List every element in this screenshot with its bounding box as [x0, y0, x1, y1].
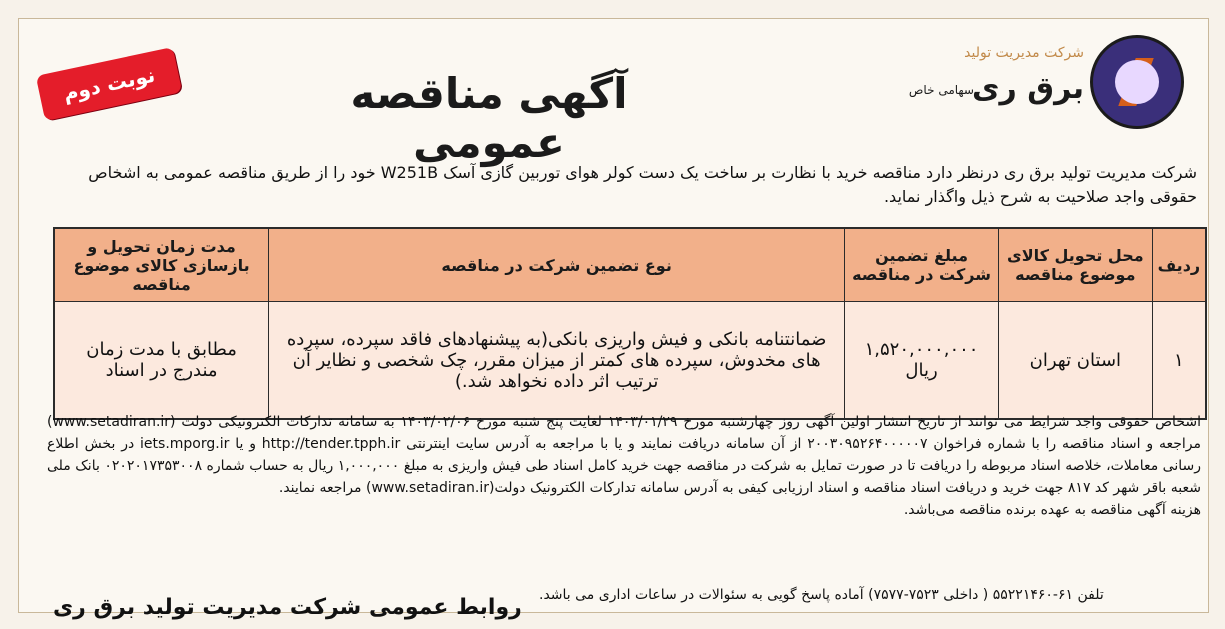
header-location: محل تحویل کالای موضوع مناقصه [998, 228, 1152, 302]
cell-guarantee-type: ضمانتنامه بانکی و فیش واریزی بانکی(به پیشنهادهای فاقد سپرده، سپرده های مخدوش، سپرده های کمتر از میزان مقرر، چک شخصی و نظایر آن ترتیب اثر داده نخواهد شد.) [269, 302, 845, 420]
cell-delivery-time: مطابق با مدت زمان مندرج در اسناد [54, 302, 269, 420]
tender-table [53, 227, 1207, 420]
header-row-number: ردیف [1152, 228, 1206, 302]
logo-title: برق ری [972, 71, 1084, 106]
intro-text: شرکت مدیریت تولید برق ری درنظر دارد مناقصه خرید با نظارت بر ساخت یک دست کولر هوای توربین گازی آسک W251B خود را از طریق مناقصه عمومی به اشخاص حقوقی واجد صلاحیت به شرح ذیل واگذار نماید. [88, 163, 1197, 206]
body-paragraph-2: هزینه آگهی مناقصه به عهده برنده مناقصه می‌باشد. [903, 502, 1201, 518]
phone-line: تلفن ۶۱-۵۵۲۲۱۴۶۰ ( داخلی ۷۵۲۳-۷۵۷۷) آماده پاسخ گویی به سئوالات در ساعات اداری می باشد. [539, 587, 1104, 603]
cell-row-number: ۱ [1152, 302, 1206, 420]
body-text [47, 411, 1201, 521]
cell-location: استان تهران [998, 302, 1152, 420]
page-title: آگهی مناقصه عمومی [350, 69, 628, 167]
company-logo [884, 27, 1184, 137]
body-paragraph-1: اشخاص حقوقی واجد شرایط می توانند از تاریخ انتشار اولین آگهی روز چهارشنبه مورخ ۱۴۰۳/۰۱/۲۹ لغایت پنج شنبه مورخ ۱۴۰۳/۰۲/۰۶ به سامانه تدارکات الکترونیکی دولت (www.setadiran.ir) مراجعه و اسناد مناقصه را با شماره فراخوان ۲۰۰۳۰۹۵۲۶۴۰۰۰۰۰۷ از آن سامانه دریافت نمایند و یا با مراجعه به آدرس سایت اینترنتی http://tender.tpph.ir و یا iets.mporg.ir در بخش اطلاع رسانی معاملات، خلاصه اسناد مربوطه را دریافت تا در صورت تمایل به شرکت در مناقصه جهت خرید کامل اسناد طی فیش واریزی به مبلغ ۱,۰۰۰,۰۰۰ ریال به حساب شماره ۰۲۰۲۰۱۷۳۵۳۰۰۸ بانک ملی شعبه باقر شهر کد ۸۱۷ جهت خرید و دریافت اسناد مناقصه و اسناد ارزیابی کیفی به آدرس سامانه تدارکات الکترونیک دولت(www.setadiran.ir) مراجعه نمایند. [47, 414, 1202, 496]
cell-guarantee-amount: ۱,۵۲۰,۰۰۰,۰۰۰ ریال [845, 302, 999, 420]
ad-frame [18, 18, 1209, 620]
power-emblem-icon [1090, 35, 1184, 129]
footer-signature: روابط عمومی شرکت مدیریت تولید برق ری [53, 595, 522, 620]
logo-small: شرکت مدیریت تولید [964, 45, 1084, 61]
header-guarantee-type: نوع تضمین شرکت در مناقصه [269, 228, 845, 302]
table-header-row [54, 228, 1206, 302]
header-delivery-time: مدت زمان تحویل و بازسازی کالای موضوع مناقصه [54, 228, 269, 302]
logo-subtitle: سهامی خاص [908, 83, 974, 97]
table-row [54, 302, 1206, 420]
header-guarantee-amount: مبلغ تضمین شرکت در مناقصه [845, 228, 999, 302]
round-badge: نوبت دوم [36, 47, 183, 121]
